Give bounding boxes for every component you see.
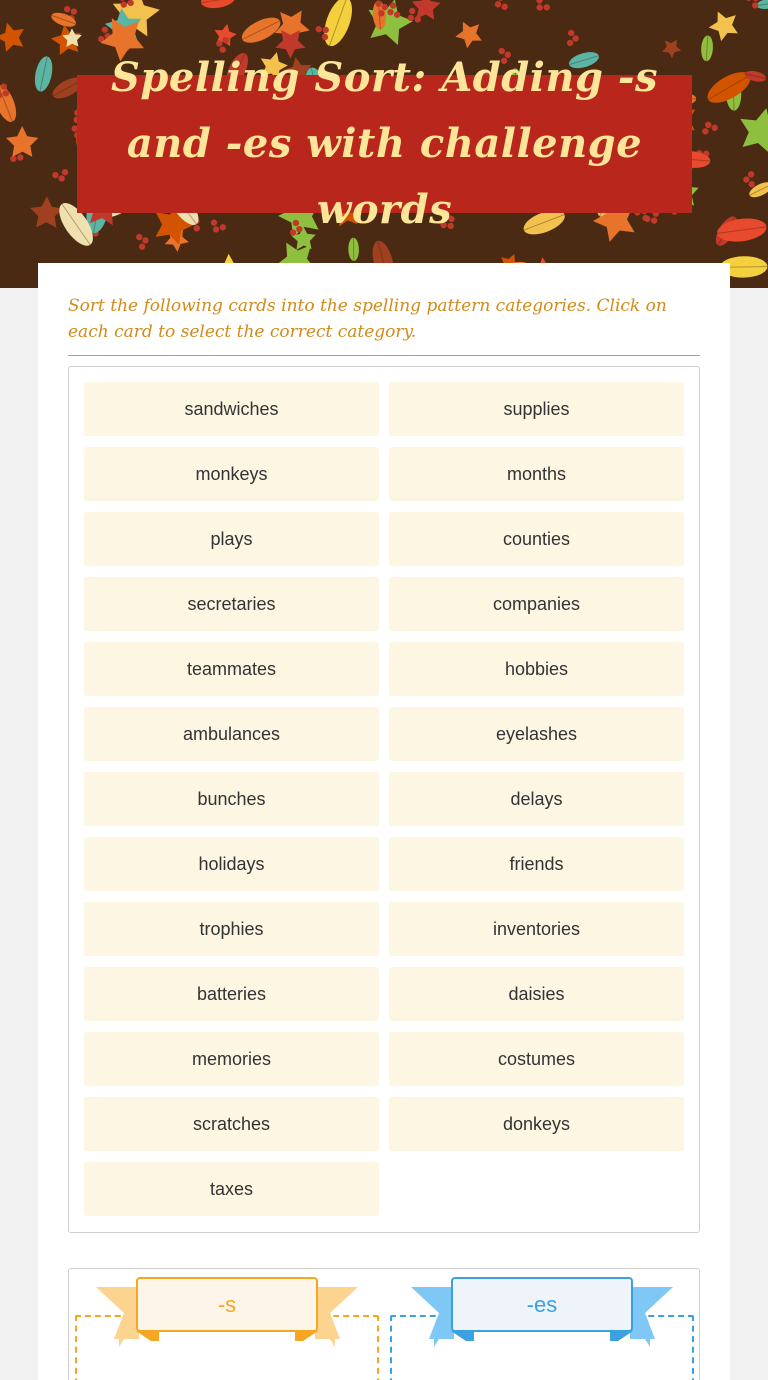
- card-panel: [68, 366, 700, 1233]
- word-card[interactable]: ambulances: [84, 707, 379, 761]
- word-card[interactable]: batteries: [84, 967, 379, 1021]
- word-card[interactable]: bunches: [84, 772, 379, 826]
- word-card[interactable]: trophies: [84, 902, 379, 956]
- word-card[interactable]: eyelashes: [389, 707, 684, 761]
- word-card[interactable]: counties: [389, 512, 684, 566]
- word-card[interactable]: supplies: [389, 382, 684, 436]
- title-box: [77, 54, 692, 233]
- word-card[interactable]: monkeys: [84, 447, 379, 501]
- word-card[interactable]: teammates: [84, 642, 379, 696]
- word-card[interactable]: holidays: [84, 837, 379, 891]
- word-card[interactable]: plays: [84, 512, 379, 566]
- word-card[interactable]: hobbies: [389, 642, 684, 696]
- word-card[interactable]: costumes: [389, 1032, 684, 1086]
- word-card[interactable]: friends: [389, 837, 684, 891]
- category-s-label: -s: [136, 1277, 318, 1332]
- category-panel: [68, 1268, 700, 1380]
- word-card[interactable]: months: [389, 447, 684, 501]
- worksheet: [38, 263, 730, 1380]
- word-card[interactable]: memories: [84, 1032, 379, 1086]
- word-card[interactable]: inventories: [389, 902, 684, 956]
- word-card[interactable]: sandwiches: [84, 382, 379, 436]
- header-banner: [0, 0, 768, 288]
- word-card[interactable]: companies: [389, 577, 684, 631]
- category-s[interactable]: [69, 1269, 379, 1380]
- word-card[interactable]: taxes: [84, 1162, 379, 1216]
- category-es-label: -es: [451, 1277, 633, 1332]
- word-card[interactable]: daisies: [389, 967, 684, 1021]
- word-card[interactable]: secretaries: [84, 577, 379, 631]
- instructions-text: Sort the following cards into the spelling pattern categories. Click on each card to select the correct category.: [68, 293, 700, 356]
- word-card[interactable]: donkeys: [389, 1097, 684, 1151]
- page-title: Spelling Sort: Adding -s and -es with challenge words: [111, 54, 658, 233]
- category-es[interactable]: [384, 1269, 694, 1380]
- word-card[interactable]: scratches: [84, 1097, 379, 1151]
- word-card[interactable]: delays: [389, 772, 684, 826]
